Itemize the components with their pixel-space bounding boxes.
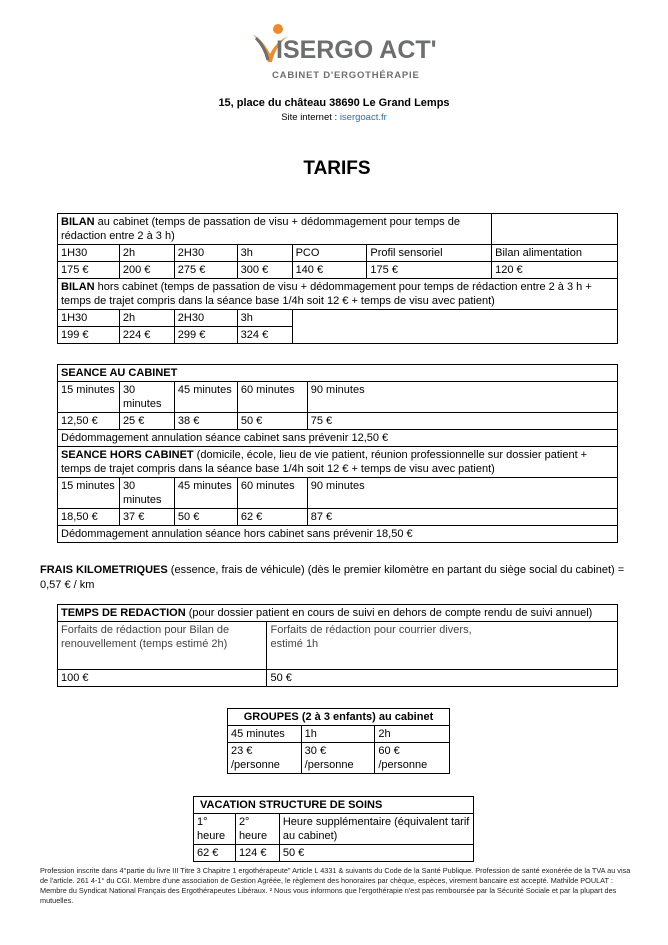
price-cell: 140 € [292, 262, 367, 279]
frais-kilometriques [40, 563, 638, 593]
logo [250, 22, 440, 84]
frais-desc: (essence, frais de véhicule) (dès le premier kilomètre en partant du siège social du cabinet) = 0,57 € / km [40, 564, 625, 591]
price-cell: 299 € [174, 327, 237, 344]
duration-cell: 2° heure [235, 814, 279, 845]
address: 15, place du château 38690 Le Grand Lemps [218, 97, 450, 109]
seance-cabinet-title: SEANCE AU CABINET [58, 365, 618, 382]
table-row [58, 622, 618, 670]
duration-cell: PCO [292, 245, 367, 262]
price-cell: 30 € /personne [301, 743, 375, 774]
price-cell: 50 € [279, 845, 473, 862]
price-cell: 25 € [119, 413, 174, 430]
page-title: TARIFS [303, 158, 371, 179]
bilan-cabinet-desc: au cabinet (temps de passation de visu + dédommagement pour temps de rédaction entre 2 à 3 h) [61, 216, 460, 242]
seance-table [57, 364, 618, 543]
table-row [58, 478, 618, 509]
bilan-cabinet-title: BILAN [61, 216, 95, 228]
price-cell: 60 € /personne [375, 743, 450, 774]
table-row [58, 382, 618, 413]
price-cell: 62 € [237, 509, 307, 526]
bilan-table [57, 213, 618, 344]
duration-cell: Profil sensoriel [367, 245, 492, 262]
table-row [228, 726, 450, 743]
duration-cell: 1h [301, 726, 375, 743]
price-cell: 50 € [237, 413, 307, 430]
duration-cell: 1° heure [194, 814, 236, 845]
table-row [194, 814, 474, 845]
duration-cell: 3h [237, 310, 292, 327]
price-cell: 50 € [267, 670, 618, 687]
website-label: Site internet : [281, 112, 340, 123]
duration-cell: 2H30 [174, 245, 237, 262]
redaction-header [58, 605, 618, 622]
website-link[interactable]: isergoact.fr [339, 112, 387, 123]
table-row [228, 743, 450, 774]
duration-cell: Bilan alimentation [492, 245, 618, 262]
seance-hors-desc: (domicile, école, lieu de vie patient, réunion professionnelle sur dossier patient + temps de trajet compris dans la séance base 1/4h soit 12 € + temps de visu avec patient) [61, 449, 588, 475]
price-cell: 50 € [174, 509, 237, 526]
duration-cell: 3h [237, 245, 292, 262]
duration-cell: 45 minutes [174, 478, 237, 509]
redaction-desc: (pour dossier patient en cours de suivi en dehors de compte rendu de suivi annuel) [185, 607, 593, 619]
duration-cell: 15 minutes [58, 382, 120, 413]
table-row [58, 670, 618, 687]
duration-cell: 45 minutes [174, 382, 237, 413]
duration-cell: 1H30 [58, 310, 120, 327]
redaction-title: TEMPS DE REDACTION [61, 607, 186, 619]
duration-cell: 2h [119, 310, 174, 327]
price-cell: 12,50 € [58, 413, 120, 430]
price-cell: 38 € [174, 413, 237, 430]
bilan-hors-desc: hors cabinet (temps de passation de visu + dédommagement pour temps de rédaction entre 2 à 3 h + temps de trajet compris dans la séance base 1/4h soit 12 € + temps de visu avec patient) [61, 281, 592, 307]
duration-cell: 2h [119, 245, 174, 262]
price-cell: 120 € [492, 262, 618, 279]
groupes-table [227, 708, 450, 774]
price-cell: 23 € /personne [228, 743, 302, 774]
bilan-cabinet-header [58, 214, 492, 245]
duration-cell: 90 minutes [307, 382, 617, 413]
frais-title: FRAIS KILOMETRIQUES [40, 564, 168, 576]
empty-cell [492, 214, 618, 245]
duration-cell: 15 minutes [58, 478, 120, 509]
price-cell: 200 € [119, 262, 174, 279]
seance-cabinet-annulation: Dédommagement annulation séance cabinet sans prévenir 12,50 € [58, 430, 618, 447]
groupes-title: GROUPES (2 à 3 enfants) au cabinet [228, 709, 450, 726]
price-cell: 62 € [194, 845, 236, 862]
price-cell: 37 € [119, 509, 174, 526]
redaction-table [57, 604, 618, 687]
price-cell: 275 € [174, 262, 237, 279]
table-row [58, 245, 618, 262]
price-cell: 175 € [58, 262, 120, 279]
price-cell: 18,50 € [58, 509, 120, 526]
duration-cell: 2H30 [174, 310, 237, 327]
price-cell: 75 € [307, 413, 617, 430]
vacation-table [193, 796, 474, 862]
table-row [194, 845, 474, 862]
duration-cell: Heure supplémentaire (équivalent tarif au cabinet) [279, 814, 473, 845]
table-row [58, 509, 618, 526]
duration-cell: 60 minutes [237, 382, 307, 413]
duration-cell: 90 minutes [307, 478, 617, 509]
vacation-title: VACATION STRUCTURE DE SOINS [194, 797, 474, 814]
seance-hors-title: SEANCE HORS CABINET [61, 449, 194, 461]
footer-notice: Profession inscrite dans 4°partie du livre III Titre 3 Chapitre 1 ergothérapeute" Article L 4331 & suivants du Code de la Santé Publique. Profession de santé exonérée de la TVA au visa de l'article. 261 4-1° du CGI. Membre d'une association de Gestion Agréée, le règlement des honoraires par chèque, espèces, virement bancaire est accepté. Mathilde POULAT : Membre du Syndicat National Français des Ergothérapeutes Libéraux. ² Nous vous informons que l'ergothérapie n'est pas remboursée par la Sécurité Sociale et par la plupart des mutuelles. [40, 866, 631, 905]
price-cell: 224 € [119, 327, 174, 344]
duration-cell: 2h [375, 726, 450, 743]
price-cell: 87 € [307, 509, 617, 526]
redaction-col2-cell [267, 622, 618, 670]
duration-cell: 45 minutes [228, 726, 302, 743]
website-line [0, 112, 668, 123]
price-cell: 300 € [237, 262, 292, 279]
table-row [58, 413, 618, 430]
duration-cell: 60 minutes [237, 478, 307, 509]
table-row [58, 310, 618, 327]
duration-cell: 30 minutes [119, 382, 174, 413]
seance-hors-annulation: Dédommagement annulation séance hors cabinet sans prévenir 18,50 € [58, 526, 618, 543]
price-cell: 100 € [58, 670, 267, 687]
duration-cell: 1H30 [58, 245, 120, 262]
seance-hors-header [58, 447, 618, 478]
bilan-hors-header [58, 279, 618, 310]
redaction-col1: Forfaits de rédaction pour Bilan de renouvellement (temps estimé 2h) [58, 622, 267, 670]
logo-text: ISERGO ACT' [276, 36, 437, 64]
logo-subtitle: CABINET D'ERGOTHÉRAPIE [272, 70, 420, 81]
price-cell: 175 € [367, 262, 492, 279]
bilan-hors-title: BILAN [61, 281, 95, 293]
price-cell: 124 € [235, 845, 279, 862]
redaction-col2: Forfaits de rédaction pour courrier divers, estimé 1h [270, 624, 472, 650]
price-cell: 324 € [237, 327, 292, 344]
price-cell: 199 € [58, 327, 120, 344]
table-row [58, 262, 618, 279]
duration-cell: 30 minutes [119, 478, 174, 509]
empty-cell [292, 310, 617, 344]
